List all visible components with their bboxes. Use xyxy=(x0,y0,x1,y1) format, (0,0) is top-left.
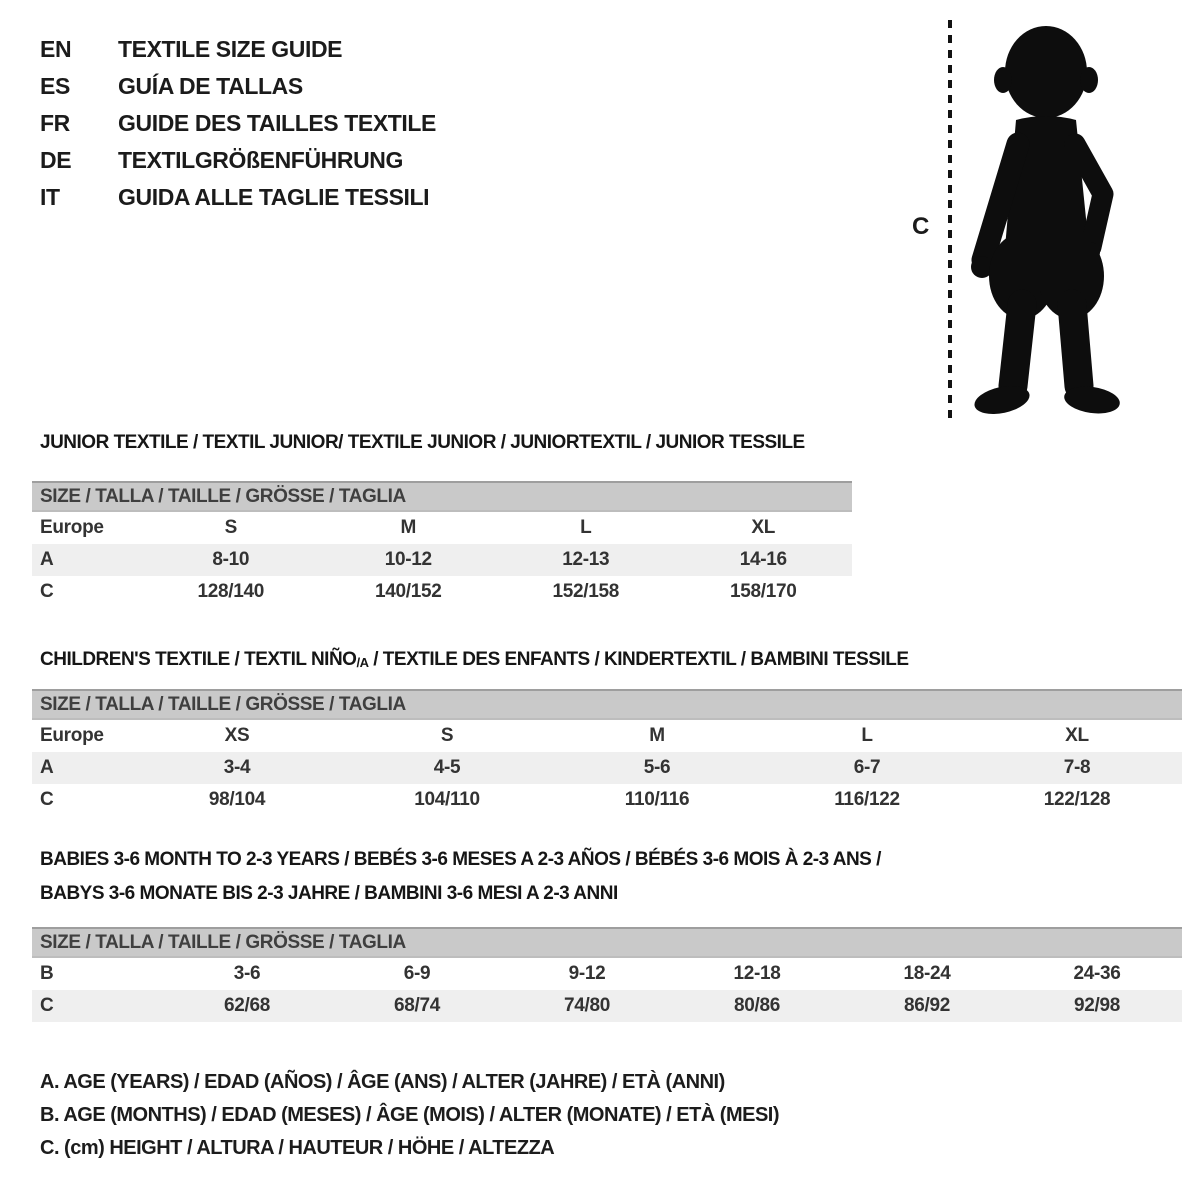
size-header-bar: SIZE / TALLA / TAILLE / GRÖSSE / TAGLIA xyxy=(32,689,1182,720)
height-measure-dashed-line xyxy=(948,20,952,418)
language-code: ES xyxy=(40,73,70,99)
table-body xyxy=(32,512,852,608)
table-row xyxy=(32,576,852,608)
size-value: 104/110 xyxy=(414,789,480,810)
language-row-fr xyxy=(40,105,436,142)
language-title-list xyxy=(40,31,436,216)
size-value: 116/122 xyxy=(834,789,900,810)
size-value: 6-9 xyxy=(403,963,431,984)
table-row xyxy=(32,958,1182,990)
table-row xyxy=(32,544,852,576)
title-text: / TEXTILE DES ENFANTS / KINDERTEXTIL / BAMBINI TESSILE xyxy=(368,649,909,670)
size-value: 110/116 xyxy=(624,789,690,810)
row-label: Europe xyxy=(40,725,104,746)
size-value: 3-4 xyxy=(223,757,251,778)
row-label: C xyxy=(40,581,54,602)
row-label: C xyxy=(40,995,54,1016)
language-code: IT xyxy=(40,184,60,210)
legend-footnotes xyxy=(40,1066,779,1165)
footnote-age-months: B. AGE (MONTHS) / EDAD (MESES) / ÂGE (MOIS) / ALTER (MONATE) / ETÀ (MESI) xyxy=(40,1104,780,1126)
row-label: C xyxy=(40,789,54,810)
size-value: 6-7 xyxy=(853,757,881,778)
size-value: L xyxy=(861,725,873,746)
footnote-age-years: A. AGE (YEARS) / EDAD (AÑOS) / ÂGE (ANS) / ALTER (JAHRE) / ETÀ (ANNI) xyxy=(40,1071,725,1093)
size-value: XS xyxy=(224,725,250,746)
size-value: 7-8 xyxy=(1063,757,1091,778)
footnote-height-cm: C. (cm) HEIGHT / ALTURA / HAUTEUR / HÖHE / ALTEZZA xyxy=(40,1137,555,1159)
size-header-bar: SIZE / TALLA / TAILLE / GRÖSSE / TAGLIA xyxy=(32,927,1182,958)
guide-title-it: GUIDA ALLE TAGLIE TESSILI xyxy=(118,184,430,210)
guide-title-es: GUÍA DE TALLAS xyxy=(118,73,303,99)
size-value: 152/158 xyxy=(552,581,620,602)
section-title-babies xyxy=(40,843,881,911)
language-row-it xyxy=(40,179,436,216)
language-code: FR xyxy=(40,110,70,136)
table-row xyxy=(32,784,1182,816)
size-value: 158/170 xyxy=(729,581,797,602)
size-value: 8-10 xyxy=(212,549,250,570)
section-title-junior: JUNIOR TEXTILE / TEXTIL JUNIOR/ TEXTILE JUNIOR / JUNIORTEXTIL / JUNIOR TESSILE xyxy=(40,432,805,453)
size-value: 10-12 xyxy=(384,549,432,570)
size-value: 68/74 xyxy=(393,995,441,1016)
row-label: Europe xyxy=(40,517,104,538)
junior-size-table xyxy=(32,481,852,608)
size-value: 62/68 xyxy=(223,995,271,1016)
size-value: 86/92 xyxy=(903,995,951,1016)
size-value: 140/152 xyxy=(374,581,442,602)
size-value: S xyxy=(224,517,237,538)
title-text: CHILDREN'S TEXTILE / TEXTIL NIÑO xyxy=(40,649,357,670)
size-value: XL xyxy=(1065,725,1089,746)
size-value: 24-36 xyxy=(1073,963,1121,984)
size-value: XL xyxy=(751,517,776,538)
toddler-silhouette-icon xyxy=(956,20,1141,420)
table-body xyxy=(32,720,1182,816)
size-value: 98/104 xyxy=(208,789,266,810)
height-measure-label: C xyxy=(912,213,930,240)
language-code: EN xyxy=(40,36,72,62)
guide-title-de: TEXTILGRÖßENFÜHRUNG xyxy=(118,147,403,173)
row-label: A xyxy=(40,757,54,778)
size-value: 74/80 xyxy=(563,995,611,1016)
size-value: L xyxy=(580,517,592,538)
size-header-bar: SIZE / TALLA / TAILLE / GRÖSSE / TAGLIA xyxy=(32,481,852,512)
size-value: 3-6 xyxy=(233,963,261,984)
title-line-1: BABIES 3-6 MONTH TO 2-3 YEARS / BEBÉS 3-6 MESES A 2-3 AÑOS / BÉBÉS 3-6 MOIS À 2-3 ANS / xyxy=(40,849,881,870)
section-title-children xyxy=(40,649,909,671)
language-row-de xyxy=(40,142,436,179)
title-subscript: /A xyxy=(356,655,369,670)
size-value: 128/140 xyxy=(197,581,265,602)
size-value: 5-6 xyxy=(643,757,671,778)
guide-title-fr: GUIDE DES TAILLES TEXTILE xyxy=(118,110,436,136)
size-value: 12-18 xyxy=(733,963,781,984)
title-line-2: BABYS 3-6 MONATE BIS 2-3 JAHRE / BAMBINI 3-6 MESI A 2-3 ANNI xyxy=(40,883,618,904)
size-value: 12-13 xyxy=(562,549,610,570)
language-code: DE xyxy=(40,147,72,173)
table-row xyxy=(32,752,1182,784)
size-value: M xyxy=(400,517,417,538)
size-value: 92/98 xyxy=(1073,995,1121,1016)
size-value: S xyxy=(440,725,454,746)
table-body xyxy=(32,958,1182,1022)
size-value: M xyxy=(649,725,665,746)
table-row xyxy=(32,720,1182,752)
language-row-es xyxy=(40,68,436,105)
table-row xyxy=(32,990,1182,1022)
guide-title-en: TEXTILE SIZE GUIDE xyxy=(118,36,343,62)
size-value: 80/86 xyxy=(733,995,781,1016)
size-value: 18-24 xyxy=(903,963,951,984)
size-value: 122/128 xyxy=(1043,789,1111,810)
children-size-table xyxy=(32,689,1182,816)
table-row xyxy=(32,512,852,544)
size-value: 4-5 xyxy=(433,757,461,778)
row-label: A xyxy=(40,549,54,570)
row-label: B xyxy=(40,963,54,984)
babies-size-table xyxy=(32,927,1182,1022)
language-row-en xyxy=(40,31,436,68)
size-value: 14-16 xyxy=(739,549,787,570)
size-value: 9-12 xyxy=(568,963,606,984)
